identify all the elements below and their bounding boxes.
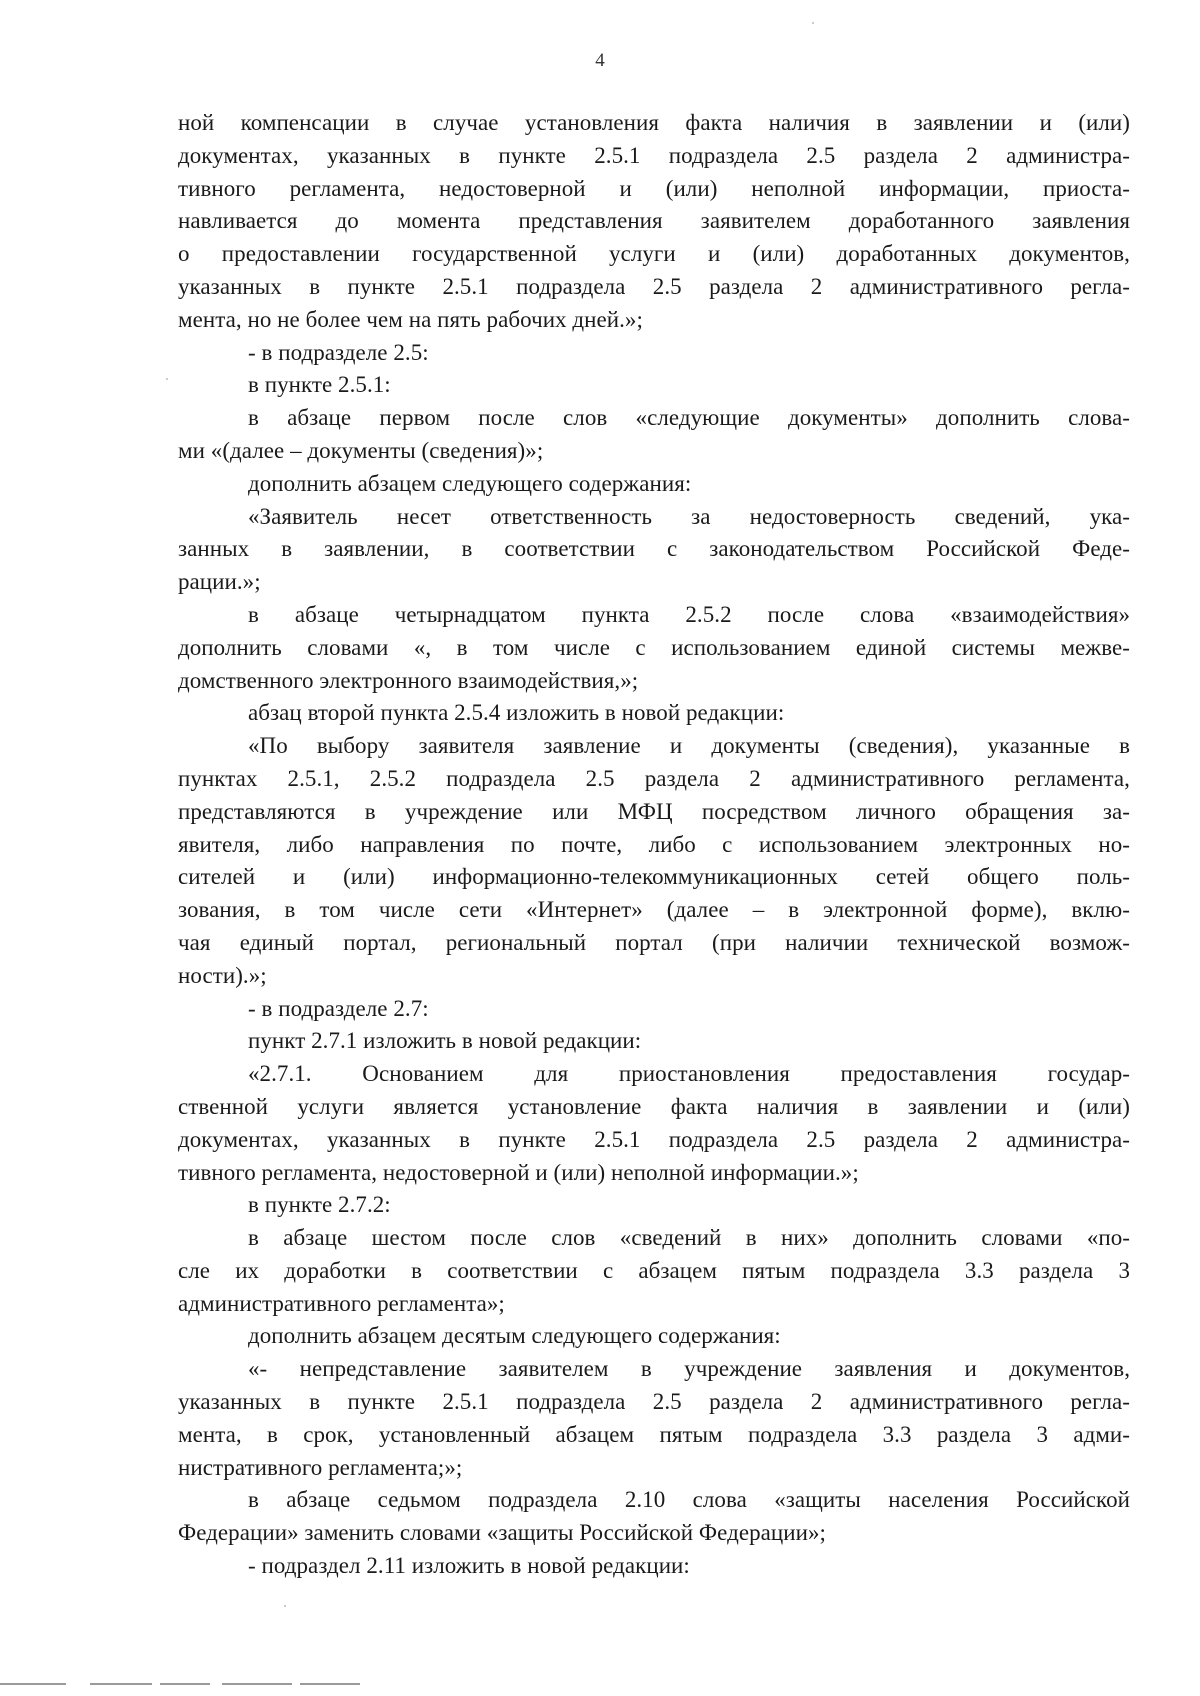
text-line: в абзаце первом после слов «следующие документы» дополнить слова- xyxy=(248,405,1130,431)
text-line: пунктах 2.5.1, 2.5.2 подраздела 2.5 раздела 2 административного регламента, xyxy=(178,765,1130,791)
page-number: 4 xyxy=(595,50,605,71)
text-line: административного регламента»; xyxy=(178,1290,505,1316)
text-line: нистративного регламента;»; xyxy=(178,1454,463,1480)
text-line: «По выбору заявителя заявление и документы (сведения), указанные в xyxy=(248,733,1130,759)
text-line: «- непредставление заявителем в учреждение заявления и документов, xyxy=(248,1356,1130,1382)
text-line: в пункте 2.7.2: xyxy=(248,1192,391,1218)
text-line: тивного регламента, недостоверной и (или) неполной информации, приоста- xyxy=(178,175,1130,201)
text-line: указанных в пункте 2.5.1 подраздела 2.5 раздела 2 административного регла- xyxy=(178,1389,1130,1415)
text-line: ственной услуги является установление факта наличия в заявлении и (или) xyxy=(178,1093,1130,1119)
text-line: - в подразделе 2.7: xyxy=(248,995,429,1021)
text-line: сителей и (или) информационно-телекоммуникационных сетей общего поль- xyxy=(178,864,1130,890)
text-line: дополнить абзацем десятым следующего содержания: xyxy=(248,1323,781,1349)
text-line: дополнить абзацем следующего содержания: xyxy=(248,470,692,496)
text-line: документах, указанных в пункте 2.5.1 подраздела 2.5 раздела 2 администра- xyxy=(178,1126,1130,1152)
scan-speck xyxy=(166,378,168,380)
text-line: «2.7.1. Основанием для приостановления предоставления государ- xyxy=(248,1061,1130,1087)
scan-edge-marks xyxy=(0,1683,1200,1687)
text-line: представляются в учреждение или МФЦ посредством личного обращения за- xyxy=(178,798,1130,824)
text-line: ми «(далее – документы (сведения)»; xyxy=(178,437,544,463)
text-line: - в подразделе 2.5: xyxy=(248,339,429,365)
text-line: чая единый портал, региональный портал (при наличии технической возмож- xyxy=(178,929,1130,955)
document-body xyxy=(178,107,1130,1583)
text-line: ной компенсации в случае установления факта наличия в заявлении и (или) xyxy=(178,110,1130,135)
text-line: Федерации» заменить словами «защиты Российской Федерации»; xyxy=(178,1520,826,1546)
text-line: ности).»; xyxy=(178,962,267,988)
text-line: занных в заявлении, в соответствии с законодательством Российской Феде- xyxy=(178,536,1130,562)
text-line: мента, но не более чем на пять рабочих дней.»; xyxy=(178,306,643,332)
text-line: зования, в том числе сети «Интернет» (далее – в электронной форме), вклю- xyxy=(178,897,1130,923)
text-line: явителя, либо направления по почте, либо с использованием электронных но- xyxy=(178,831,1130,857)
text-line: тивного регламента, недостоверной и (или) неполной информации.»; xyxy=(178,1159,859,1185)
text-line: - подраздел 2.11 изложить в новой редакции: xyxy=(248,1553,690,1579)
text-line: пункт 2.7.1 изложить в новой редакции: xyxy=(248,1028,642,1054)
scan-speck xyxy=(284,1605,286,1607)
text-line: «Заявитель несет ответственность за недостоверность сведений, ука- xyxy=(248,503,1130,529)
text-line: в абзаце шестом после слов «сведений в них» дополнить словами «по- xyxy=(248,1225,1130,1251)
text-line: дополнить словами «, в том числе с использованием единой системы межве- xyxy=(178,634,1130,660)
text-line: документах, указанных в пункте 2.5.1 подраздела 2.5 раздела 2 администра- xyxy=(178,142,1130,168)
scan-speck xyxy=(812,22,814,24)
text-line: мента, в срок, установленный абзацем пятым подраздела 3.3 раздела 3 адми- xyxy=(178,1421,1130,1447)
text-line: абзац второй пункта 2.5.4 изложить в новой редакции: xyxy=(248,700,785,726)
text-line: в абзаце четырнадцатом пункта 2.5.2 после слова «взаимодействия» xyxy=(248,601,1130,627)
text-line: домственного электронного взаимодействия,»; xyxy=(178,667,639,693)
text-line: о предоставлении государственной услуги и (или) доработанных документов, xyxy=(178,241,1130,267)
text-line: сле их доработки в соответствии с абзацем пятым подраздела 3.3 раздела 3 xyxy=(178,1257,1130,1283)
text-line: навливается до момента представления заявителем доработанного заявления xyxy=(178,208,1130,234)
text-line: указанных в пункте 2.5.1 подраздела 2.5 раздела 2 административного регла- xyxy=(178,273,1130,299)
text-line: в пункте 2.5.1: xyxy=(248,372,391,398)
text-line: в абзаце седьмом подраздела 2.10 слова «защиты населения Российской xyxy=(248,1487,1130,1513)
text-line: рации.»; xyxy=(178,569,261,595)
